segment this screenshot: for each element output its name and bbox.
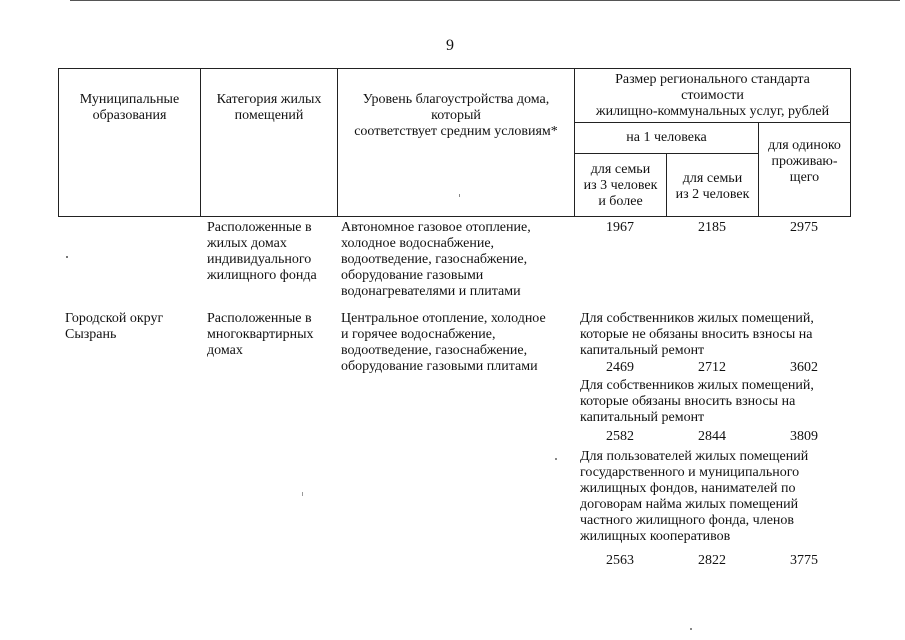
header-standard-line-3: жилищно-коммунальных услуг, рублей (595, 104, 830, 119)
row2-group2-line: Для собственников жилых помещений, (580, 378, 814, 393)
row1-level-line: Автономное газовое отопление, (341, 220, 531, 235)
row2-group1-description (580, 311, 900, 359)
header-standard-line-2: стоимости (681, 88, 744, 103)
row1-level-line: оборудование газовыми (341, 268, 484, 283)
row2-level-line: Центральное отопление, холодное (341, 311, 546, 326)
row2-group3-line: частного жилищного фонда, членов (580, 513, 795, 528)
header-per-person: на 1 человека (626, 130, 707, 145)
row2-group1-line: капитальный ремонт (580, 343, 705, 358)
row2-level-line: и горячее водоснабжение, (341, 327, 496, 342)
row2-group3-line: договорам найма жилых помещений (580, 497, 799, 512)
header-vline-6 (850, 68, 851, 217)
row2-group3-value-family2: 2822 (698, 553, 726, 568)
header-bottom-border (58, 216, 851, 217)
header-single-line-1: для одиноко (768, 138, 841, 153)
row2-group2-line: которые обязаны вносить взносы на (580, 394, 796, 409)
row2-group3-line: государственного и муниципального (580, 465, 800, 480)
row1-category-line: жилых домах (207, 236, 287, 251)
row1-level-line: холодное водоснабжение, (341, 236, 495, 251)
header-standard-line-1: Размер регионального стандарта (615, 72, 810, 87)
header-family-2-line-2: из 2 человек (675, 187, 750, 202)
page-number: 9 (446, 37, 454, 54)
header-family-2-line-1: для семьи (682, 171, 743, 186)
row2-group3-value-single: 3775 (790, 553, 818, 568)
row1-value-family2: 2185 (698, 220, 726, 235)
row1-level-line: водонагревателями и плитами (341, 284, 521, 299)
row2-category-line: Расположенные в (207, 311, 312, 326)
row2-group2-description (580, 378, 900, 426)
row2-municipality-line: Городской округ (65, 311, 164, 326)
row2-group2-value-family3: 2582 (606, 429, 634, 444)
header-level-line-2: который (431, 108, 481, 123)
row1-category-line: Расположенные в (207, 220, 312, 235)
row1-category (207, 220, 337, 284)
row2-group1-value-family3: 2469 (606, 360, 634, 375)
row1-level (341, 220, 576, 300)
row2-municipality (65, 311, 200, 343)
header-level (338, 92, 574, 140)
row2-group1-line: Для собственников жилых помещений, (580, 311, 814, 326)
scan-speck (459, 194, 460, 197)
header-category (201, 92, 337, 124)
row1-value-single: 2975 (790, 220, 818, 235)
row2-level-line: оборудование газовыми плитами (341, 359, 538, 374)
header-family-3-line-3: и более (598, 194, 643, 209)
header-standard-title (575, 72, 850, 120)
row2-group2-value-single: 3809 (790, 429, 818, 444)
row2-group3-value-family3: 2563 (606, 553, 634, 568)
header-single (759, 138, 850, 186)
scan-speck (302, 492, 303, 496)
row1-level-line: водоотведение, газоснабжение, (341, 252, 528, 267)
header-single-line-2: проживаю- (771, 154, 838, 169)
header-municipality-text: Муниципальные образования (79, 92, 180, 123)
row1-value-family3: 1967 (606, 220, 634, 235)
row2-group2-value-family2: 2844 (698, 429, 726, 444)
row2-group3-line: жилищных кооперативов (580, 529, 731, 544)
row2-group1-line: которые не обязаны вносить взносы на (580, 327, 813, 342)
row1-category-line: индивидуального (207, 252, 312, 267)
row1-category-line: жилищного фонда (207, 268, 317, 283)
header-municipality (59, 92, 200, 124)
row2-category-line: домах (207, 343, 243, 358)
header-category-text: Категория жилых помещений (216, 92, 322, 123)
row2-group3-description (580, 449, 900, 545)
row2-group3-line: Для пользователей жилых помещений (580, 449, 809, 464)
row2-group3-line: жилищных фондов, нанимателей по (580, 481, 796, 496)
row2-level-line: водоотведение, газоснабжение, (341, 343, 528, 358)
header-family-3-line-2: из 3 человек (583, 178, 658, 193)
header-vline-2 (337, 68, 338, 217)
row2-municipality-line: Сызрань (65, 327, 117, 342)
row2-category-line: многоквартирных (207, 327, 314, 342)
header-level-line-3: соответствует средним условиям* (354, 124, 558, 139)
top-edge-line (70, 0, 900, 1)
row2-group1-value-family2: 2712 (698, 360, 726, 375)
scan-speck (66, 256, 68, 258)
header-family-3 (575, 162, 666, 210)
header-family-3-line-1: для семьи (590, 162, 651, 177)
header-vline-0 (58, 68, 59, 217)
row2-group2-line: капитальный ремонт (580, 410, 705, 425)
scan-speck (690, 628, 692, 630)
header-top-border (58, 68, 851, 69)
header-sub-border-1 (574, 122, 851, 123)
row2-category (207, 311, 337, 359)
row2-level (341, 311, 576, 375)
header-vline-1 (200, 68, 201, 217)
row2-group1-value-single: 3602 (790, 360, 818, 375)
header-single-line-3: щего (789, 170, 820, 185)
header-family-2 (667, 171, 758, 203)
header-level-line-1: Уровень благоустройства дома, (362, 92, 550, 107)
scan-speck (555, 458, 557, 460)
